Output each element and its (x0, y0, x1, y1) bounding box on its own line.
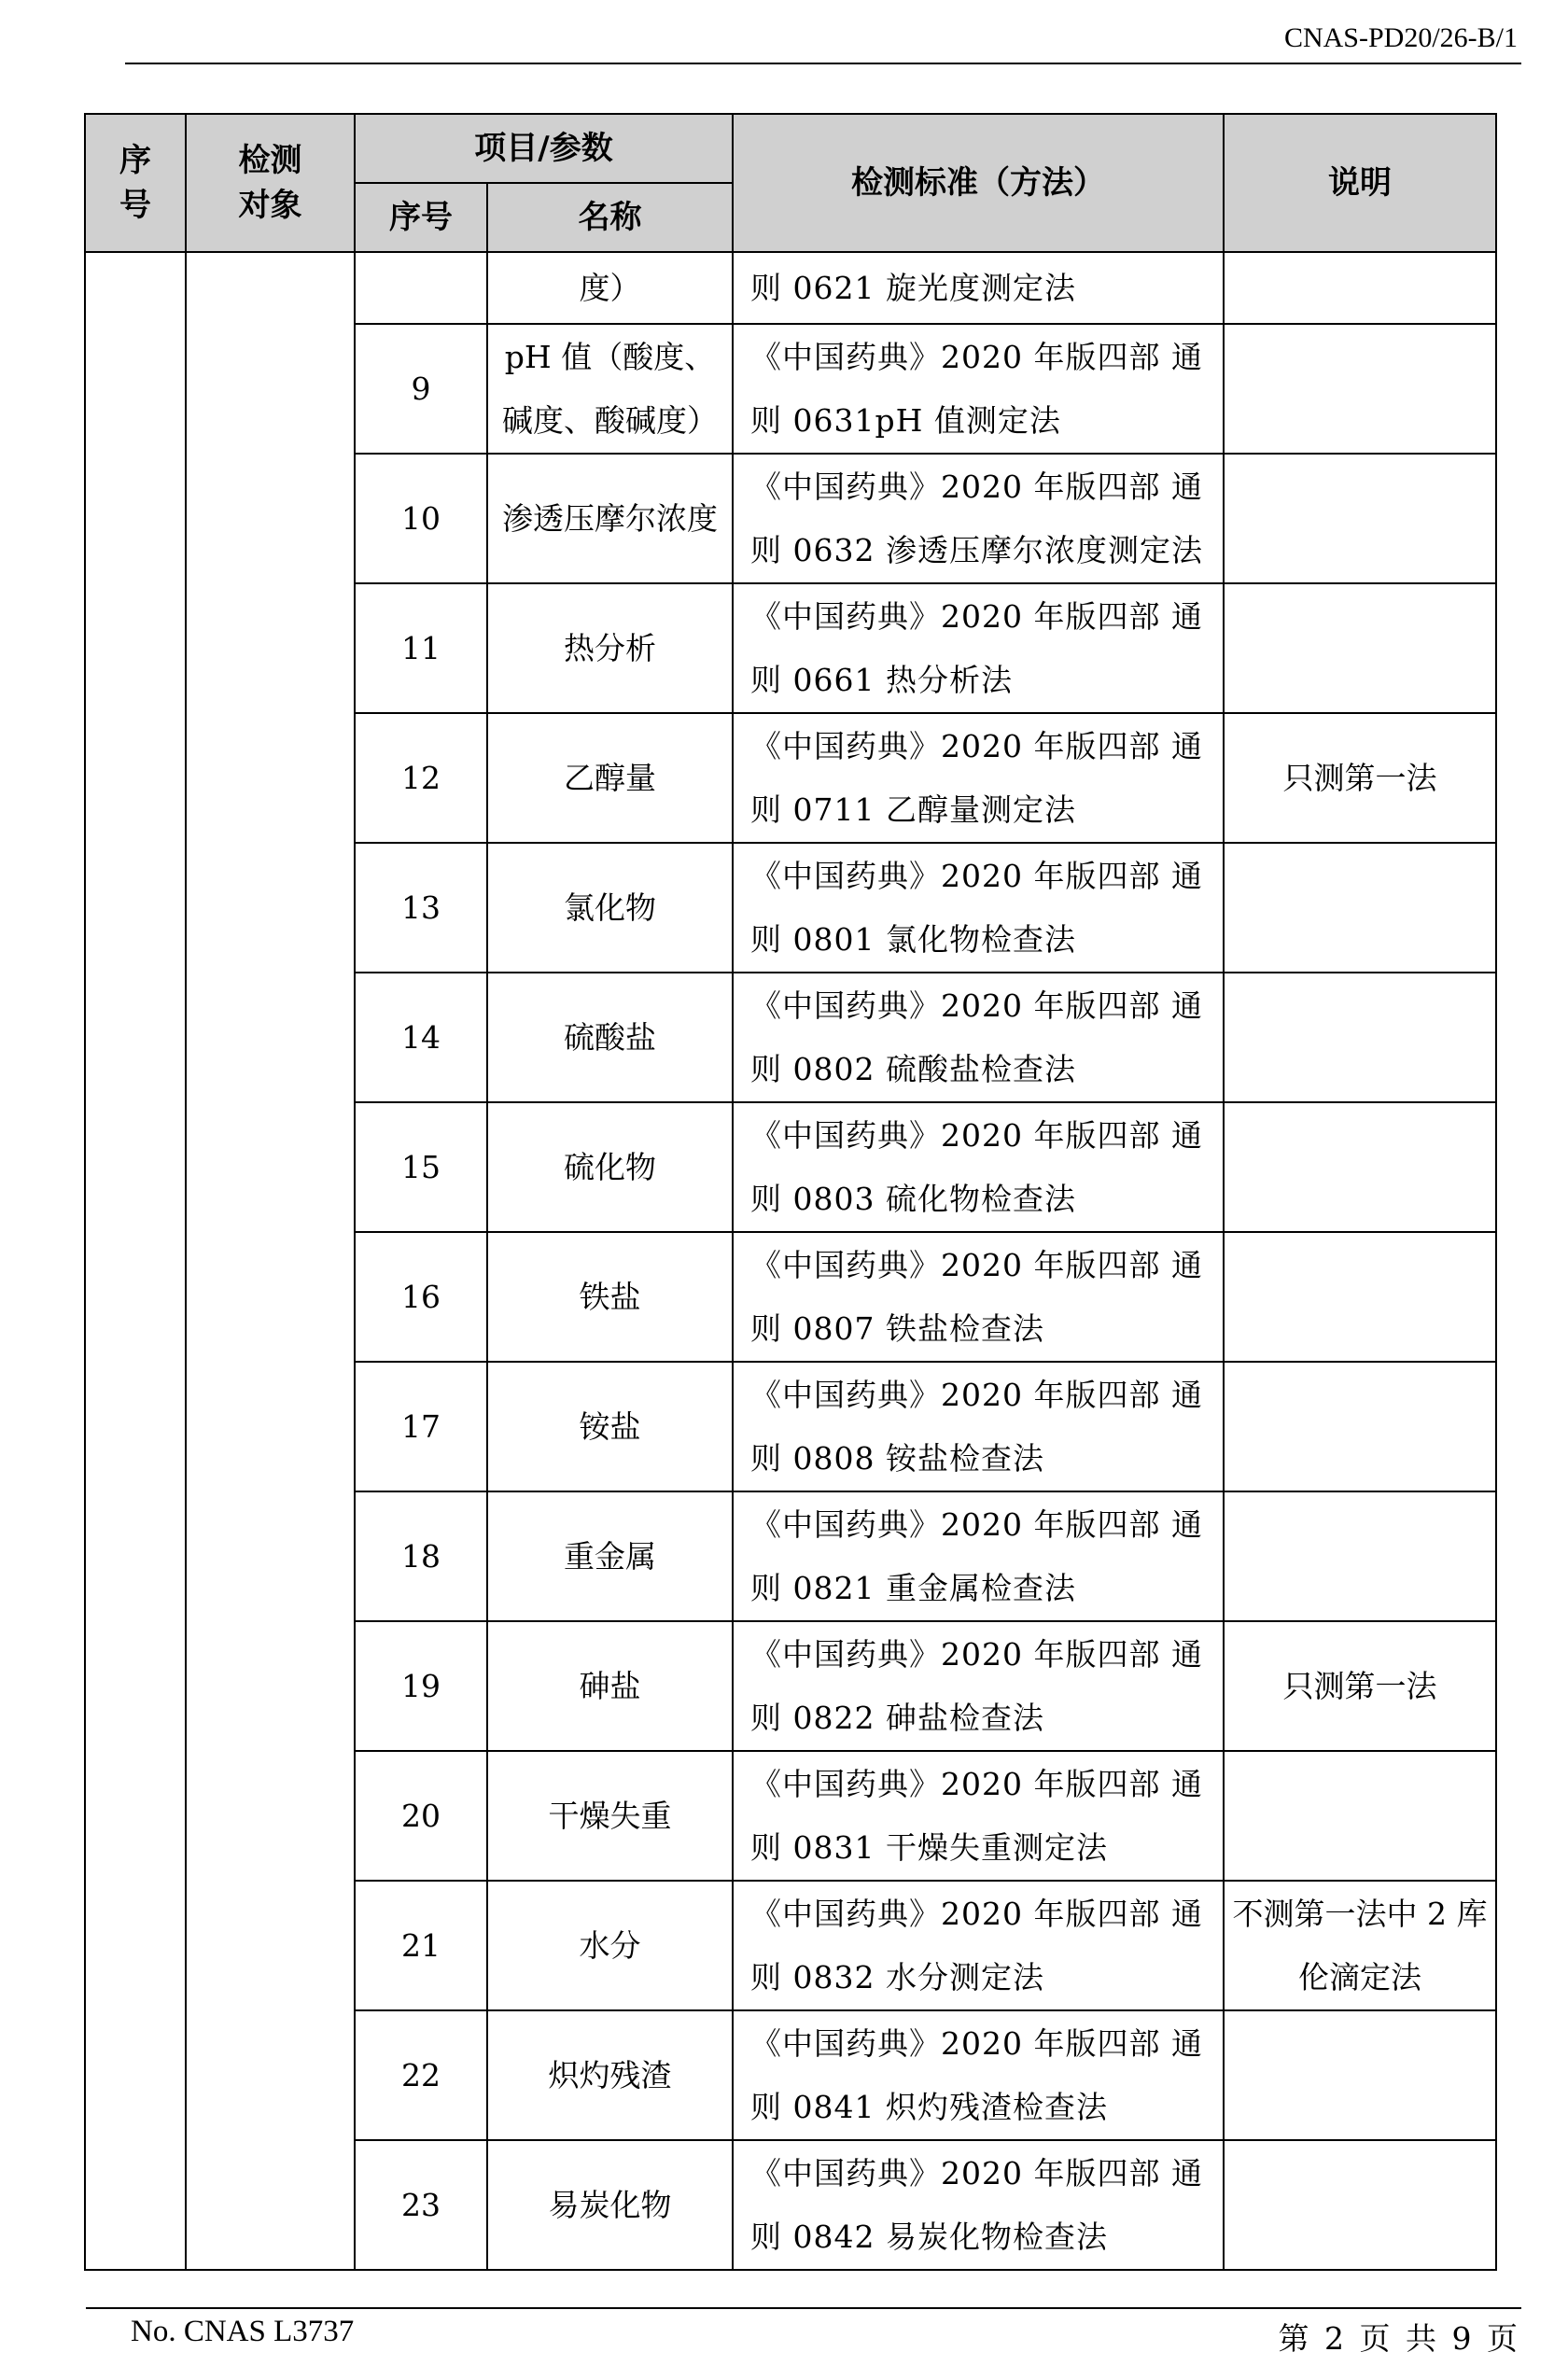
cell-item-no: 10 (355, 454, 487, 583)
document-code: CNAS-PD20/26-B/1 (1283, 22, 1518, 53)
cell-item-no: 9 (355, 324, 487, 454)
cell-standard: 《中国药典》2020 年版四部 通则 0821 重金属检查法 (733, 1491, 1224, 1621)
cell-standard: 《中国药典》2020 年版四部 通则 0801 氯化物检查法 (733, 843, 1224, 973)
header-note: 说明 (1224, 114, 1496, 252)
cell-note (1224, 2010, 1496, 2140)
cell-standard: 《中国药典》2020 年版四部 通则 0711 乙醇量测定法 (733, 713, 1224, 843)
cell-item-no: 13 (355, 843, 487, 973)
cell-note (1224, 843, 1496, 973)
cell-note (1224, 324, 1496, 454)
cell-item-name: 乙醇量 (487, 713, 733, 843)
cell-note (1224, 583, 1496, 713)
cell-item-name: 干燥失重 (487, 1751, 733, 1881)
header-item-seq: 序号 (355, 183, 487, 252)
cell-standard: 《中国药典》2020 年版四部 通则 0832 水分测定法 (733, 1881, 1224, 2010)
cell-item-name: 砷盐 (487, 1621, 733, 1751)
cell-item-name: 炽灼残渣 (487, 2010, 733, 2140)
header-rule (125, 63, 1521, 64)
accreditation-table (84, 113, 1497, 2271)
cell-standard: 《中国药典》2020 年版四部 通则 0831 干燥失重测定法 (733, 1751, 1224, 1881)
cell-item-no: 15 (355, 1102, 487, 1232)
cell-standard: 《中国药典》2020 年版四部 通则 0808 铵盐检查法 (733, 1362, 1224, 1491)
cell-item-name: 热分析 (487, 583, 733, 713)
header-item-group: 项目/参数 (355, 114, 733, 183)
cell-standard: 《中国药典》2020 年版四部 通则 0822 砷盐检查法 (733, 1621, 1224, 1751)
cell-item-name: pH 值（酸度、碱度、酸碱度） (487, 324, 733, 454)
cell-item-no: 17 (355, 1362, 487, 1491)
cell-item-name: 度） (487, 252, 733, 324)
header-object: 检测对象 (186, 114, 355, 252)
cell-standard: 《中国药典》2020 年版四部 通则 0631pH 值测定法 (733, 324, 1224, 454)
header-seq: 序号 (85, 114, 186, 252)
cell-standard: 《中国药典》2020 年版四部 通则 0802 硫酸盐检查法 (733, 973, 1224, 1102)
footer-rule (86, 2307, 1521, 2309)
cell-item-name: 易炭化物 (487, 2140, 733, 2270)
cell-note: 只测第一法 (1224, 713, 1496, 843)
cell-note (1224, 2140, 1496, 2270)
cell-standard: 《中国药典》2020 年版四部 通则 0632 渗透压摩尔浓度测定法 (733, 454, 1224, 583)
cell-item-no: 12 (355, 713, 487, 843)
cell-note (1224, 1491, 1496, 1621)
cell-item-name: 重金属 (487, 1491, 733, 1621)
cell-note (1224, 1362, 1496, 1491)
lab-number: No. CNAS L3737 (131, 2315, 355, 2348)
cell-standard: 《中国药典》2020 年版四部 通则 0841 炽灼残渣检查法 (733, 2010, 1224, 2140)
cell-item-name: 氯化物 (487, 843, 733, 973)
cell-standard: 《中国药典》2020 年版四部 通则 0842 易炭化物检查法 (733, 2140, 1224, 2270)
cell-item-name: 铁盐 (487, 1232, 733, 1362)
cell-seq (85, 252, 186, 2270)
cell-item-no: 21 (355, 1881, 487, 2010)
table-row (85, 252, 1496, 324)
cell-item-name: 渗透压摩尔浓度 (487, 454, 733, 583)
cell-note (1224, 1751, 1496, 1881)
cell-object (186, 252, 355, 2270)
page-number: 第 2 页 共 9 页 (1278, 2320, 1518, 2357)
cell-note: 不测第一法中 2 库伦滴定法 (1224, 1881, 1496, 2010)
cell-item-no: 16 (355, 1232, 487, 1362)
cell-standard: 《中国药典》2020 年版四部 通则 0807 铁盐检查法 (733, 1232, 1224, 1362)
cell-note: 只测第一法 (1224, 1621, 1496, 1751)
cell-item-no: 23 (355, 2140, 487, 2270)
cell-standard: 则 0621 旋光度测定法 (733, 252, 1224, 324)
cell-standard: 《中国药典》2020 年版四部 通则 0803 硫化物检查法 (733, 1102, 1224, 1232)
cell-item-name: 水分 (487, 1881, 733, 2010)
cell-standard: 《中国药典》2020 年版四部 通则 0661 热分析法 (733, 583, 1224, 713)
cell-item-name: 铵盐 (487, 1362, 733, 1491)
cell-note (1224, 1232, 1496, 1362)
cell-item-no: 14 (355, 973, 487, 1102)
header-item-name: 名称 (487, 183, 733, 252)
cell-item-no: 20 (355, 1751, 487, 1881)
cell-item-no: 19 (355, 1621, 487, 1751)
cell-note (1224, 973, 1496, 1102)
cell-item-no: 18 (355, 1491, 487, 1621)
header-standard: 检测标准（方法） (733, 114, 1224, 252)
cell-item-name: 硫酸盐 (487, 973, 733, 1102)
cell-item-no (355, 252, 487, 324)
cell-note (1224, 1102, 1496, 1232)
cell-note (1224, 454, 1496, 583)
cell-item-no: 11 (355, 583, 487, 713)
cell-note (1224, 252, 1496, 324)
cell-item-name: 硫化物 (487, 1102, 733, 1232)
cell-item-no: 22 (355, 2010, 487, 2140)
